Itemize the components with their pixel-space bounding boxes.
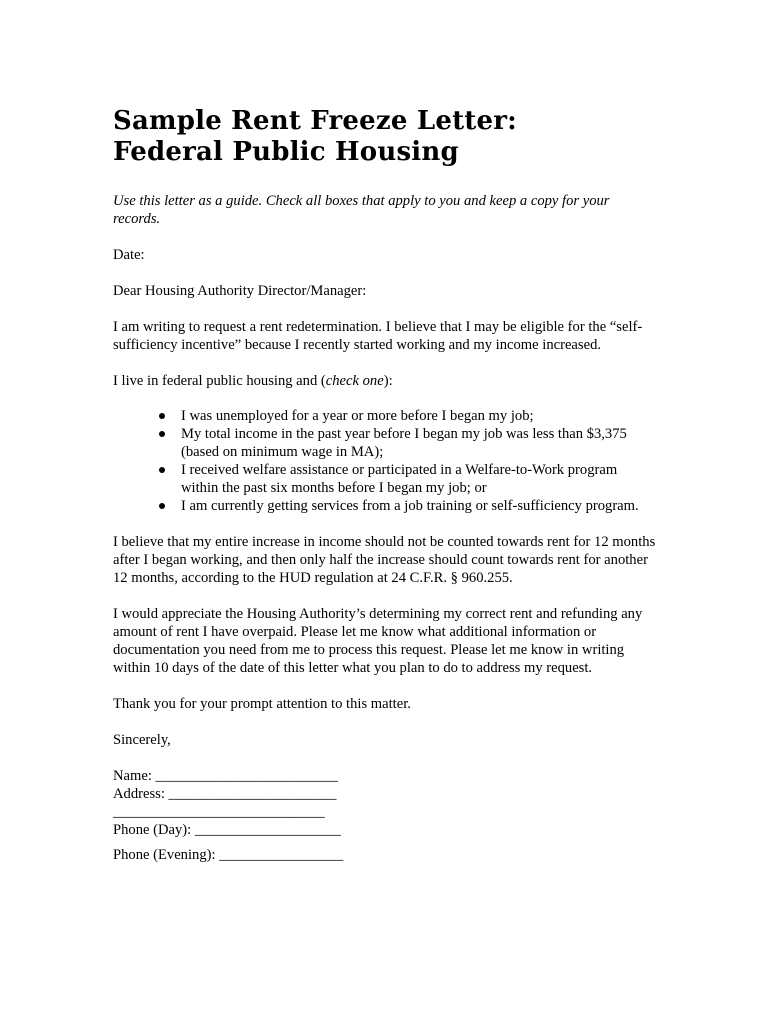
paragraph-request: I am writing to request a rent redetermination. I believe that I may be eligible for the “self-sufficiency incentive” because I recently started working and my income increased. [113, 319, 643, 353]
title-line-2: Federal Public Housing [113, 137, 459, 167]
list-item: My total income in the past year before I began my job was less than $3,375 (based on minimum wage in MA); [181, 425, 658, 461]
date-label: Date: [113, 247, 145, 263]
check-intro-before: I live in federal public housing and ( [113, 373, 326, 389]
phone-evening-field: Phone (Evening): _________________ [113, 847, 344, 863]
salutation: Dear Housing Authority Director/Manager: [113, 283, 367, 299]
list-item: I received welfare assistance or participated in a Welfare-to-Work program within the past six months before I began my job; or [181, 461, 658, 497]
check-one-intro [113, 372, 658, 390]
page-title [113, 106, 658, 168]
check-intro-italic: check one [325, 373, 384, 389]
list-item: I was unemployed for a year or more before I began my job; [181, 407, 658, 425]
title-line-1: Sample Rent Freeze Letter: [113, 106, 517, 136]
intro-instructions: Use this letter as a guide. Check all boxes that apply to you and keep a copy for your records. [113, 193, 610, 227]
paragraph-hud-regulation: I believe that my entire increase in income should not be counted towards rent for 12 months after I began working, and then only half the increase should count towards rent for another 12 months, according to the HUD regulation at 24 C.F.R. § 960.255. [113, 534, 656, 586]
eligibility-list [113, 407, 658, 515]
thanks-line: Thank you for your prompt attention to this matter. [113, 696, 411, 712]
phone-day-field: Phone (Day): ____________________ [113, 822, 341, 838]
paragraph-refund-request: I would appreciate the Housing Authority’s determining my correct rent and refunding any amount of rent I have overpaid. Please let me know what additional information or documentation you need from me to process this request. Please let me know in writing within 10 days of the date of this letter what you plan to do to address my request. [113, 606, 643, 676]
signature-fields [113, 767, 658, 864]
name-field: Name: _________________________ [113, 768, 338, 784]
address-line-2-field: _____________________________ [113, 804, 325, 820]
closing: Sincerely, [113, 732, 171, 748]
letter-content [113, 106, 658, 864]
check-intro-after: ): [383, 373, 393, 389]
address-field: Address: _______________________ [113, 786, 337, 802]
list-item: I am currently getting services from a job training or self-sufficiency program. [181, 497, 658, 515]
